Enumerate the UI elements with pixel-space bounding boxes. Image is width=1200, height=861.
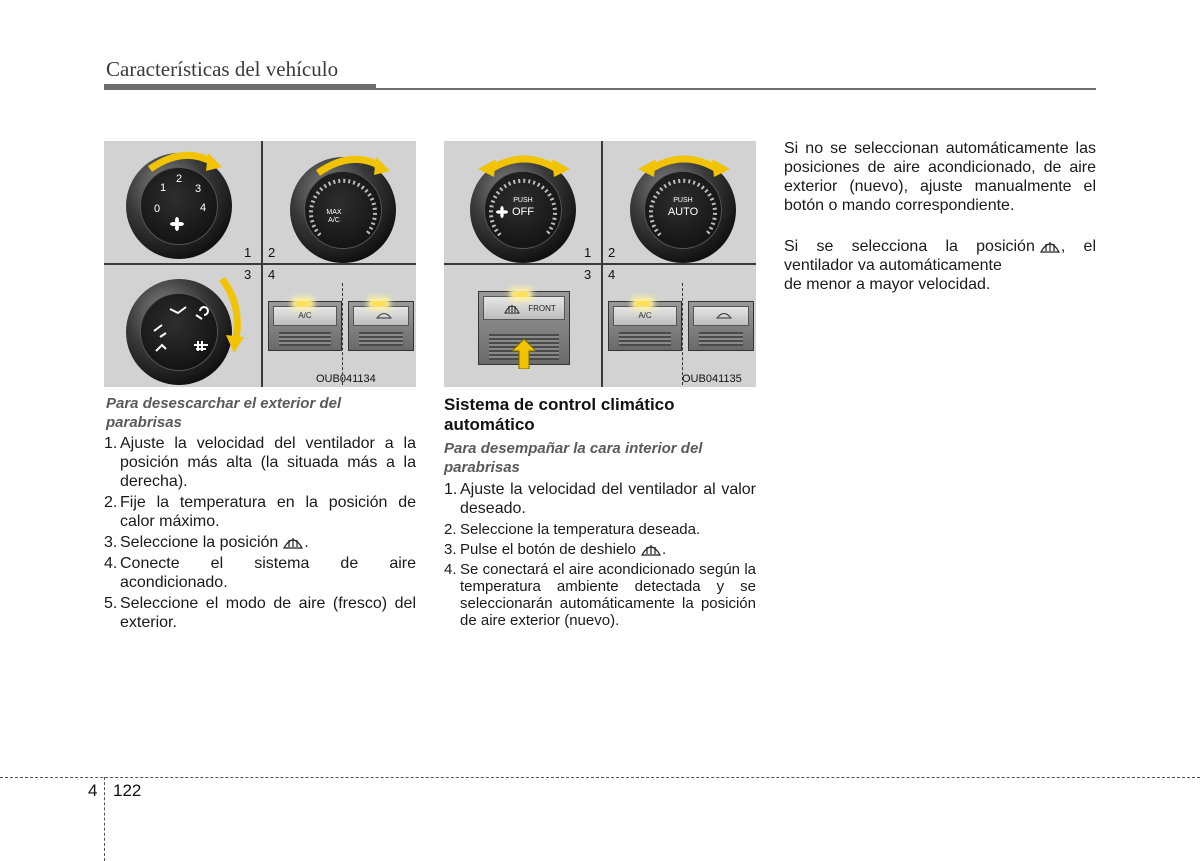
rotate-right-arrow-icon xyxy=(144,145,224,175)
indicator-light xyxy=(636,301,650,306)
figure-automatic-controls xyxy=(444,141,756,387)
knob-tick: 1 xyxy=(160,182,167,194)
recirculation-icon xyxy=(716,311,732,319)
paragraph: Si no se seleccionan automáticamente las posiciones de aire acondicionado, de aire exterior (nuevo), ajuste manualmente el botón o mando correspondiente. xyxy=(784,140,1096,214)
footer-rule xyxy=(0,777,1200,778)
press-arrow-icon xyxy=(512,339,536,369)
figure-code: OUB041135 xyxy=(682,373,742,385)
panel-number: 3 xyxy=(584,267,592,282)
max-ac-label: MAX A/C xyxy=(326,209,342,224)
recirculation-button-panel xyxy=(688,301,754,351)
defrost-icon xyxy=(640,541,662,557)
list-item: 1. Ajuste la velocidad del ventilador a la posición más alta (la situada más a la derecha). xyxy=(104,435,416,490)
ac-button-label: A/C xyxy=(298,311,312,320)
push-label: PUSH xyxy=(513,197,533,204)
page-header-title: Características del vehículo xyxy=(106,57,339,81)
list-item: 1. Ajuste la velocidad del ventilador al valor deseado. xyxy=(444,481,756,517)
knob-tick: 4 xyxy=(200,202,207,214)
list-item: 4. Conecte el sistema de aire acondicionado. xyxy=(104,555,416,591)
fan-icon xyxy=(170,217,184,231)
panel-number: 2 xyxy=(608,245,616,260)
panel-number: 4 xyxy=(608,267,616,282)
off-label: OFF xyxy=(512,206,534,218)
list-item: 2. Fije la temperatura en la posición de calor máximo. xyxy=(104,494,416,530)
recirculation-button-panel xyxy=(348,301,414,351)
header-rule-thick xyxy=(104,84,376,90)
ac-button-label: A/C xyxy=(638,311,652,320)
knob-tick: 0 xyxy=(154,203,161,215)
list-item: 2. Seleccione la temperatura deseada. xyxy=(444,521,701,538)
header-rule-thin xyxy=(376,88,1096,90)
panel-number: 3 xyxy=(244,267,252,282)
list-item: 3. Pulse el botón de deshielo . xyxy=(444,541,667,558)
ac-button-panel xyxy=(608,301,682,351)
auto-label: AUTO xyxy=(667,206,699,218)
footer-divider xyxy=(104,777,105,861)
indicator-light xyxy=(372,301,386,306)
knob-tick: 3 xyxy=(195,183,202,195)
front-button-label: FRONT xyxy=(528,304,556,313)
list-item: 4. Se conectará el aire acondicionado según la temperatura ambiente detectada y se seleccionarán automáticamente la posición de aire exterior (nuevo). xyxy=(444,561,756,629)
rotate-both-arrow-icon xyxy=(634,147,734,177)
section-subtitle: Para desescarchar el exterior del parabrisas xyxy=(106,395,342,431)
panel-number: 1 xyxy=(244,245,252,260)
rotate-down-arrow-icon xyxy=(214,275,248,355)
list-item: 5. Seleccione el modo de aire (fresco) del exterior. xyxy=(104,595,416,631)
recirculation-icon xyxy=(376,311,392,319)
page-number: 122 xyxy=(113,781,142,800)
knob-tick: 2 xyxy=(176,173,183,185)
section-title: Sistema de control climático automático xyxy=(444,395,675,434)
defrost-icon xyxy=(282,534,304,550)
rotate-right-arrow-icon xyxy=(312,149,392,179)
panel-number: 2 xyxy=(268,245,276,260)
rotate-both-arrow-icon xyxy=(474,147,574,177)
figure-code: OUB041134 xyxy=(316,373,376,385)
steps-list-defrost-outside xyxy=(104,434,416,634)
figure-manual-controls xyxy=(104,141,416,387)
paragraph: Si se selecciona la posición , el ventilador va automáticamente de menor a mayor velocidad. xyxy=(784,238,1096,293)
indicator-light xyxy=(514,292,528,297)
section-number: 4 xyxy=(88,781,98,800)
defrost-icon xyxy=(1039,238,1061,254)
push-label: PUSH xyxy=(673,197,693,204)
list-item: 3. Seleccione la posición . xyxy=(104,534,309,551)
section-subtitle: Para desempañar la cara interior del parabrisas xyxy=(444,440,703,476)
fan-icon xyxy=(496,206,508,218)
panel-number: 1 xyxy=(584,245,592,260)
indicator-light xyxy=(296,301,310,306)
panel-number: 4 xyxy=(268,267,276,282)
steps-list-defog-inside xyxy=(444,480,756,632)
ac-button-panel xyxy=(268,301,342,351)
